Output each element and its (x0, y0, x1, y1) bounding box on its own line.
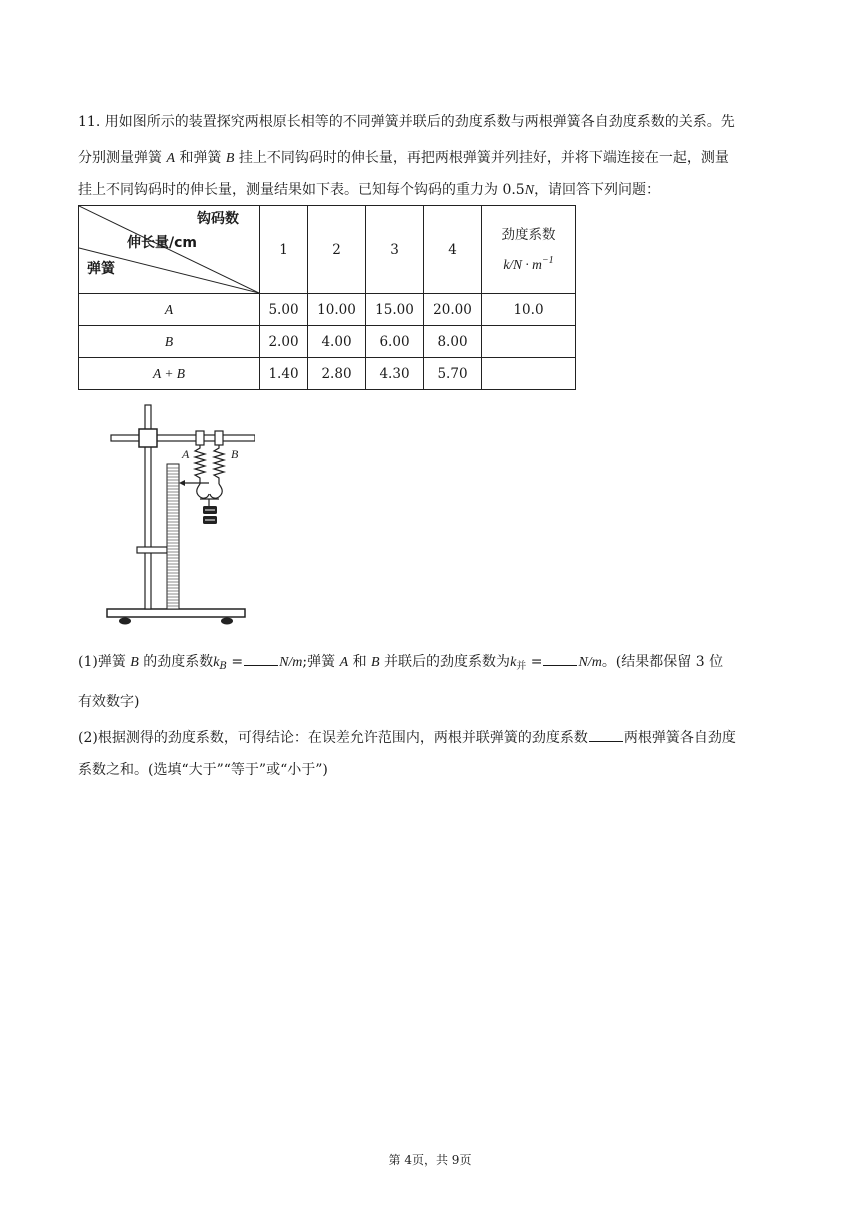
question-line-1: 11. 用如图所示的装置探究两根原长相等的不同弹簧并联后的劲度系数与两根弹簧各自劲度系数的关系。先 (78, 114, 735, 130)
col-header-2: 2 (308, 206, 366, 294)
col-header-4: 4 (424, 206, 482, 294)
data-table (78, 205, 576, 390)
corner-label-spring: 弹簧 (87, 261, 115, 277)
corner-label-extension: 伸长量/cm (127, 235, 197, 251)
hook-b (210, 484, 222, 498)
table-row (79, 294, 576, 326)
cell: 8.00 (424, 326, 482, 358)
cell: 4.30 (366, 358, 424, 390)
page-footer: 第 4页，共 9页 (388, 1153, 472, 1167)
question-line-2: 分别测量弹簧 A 和弹簧 B 挂上不同钩码时的伸长量，再把两根弹簧并列挂好，并将下端连接在一起，测量 (78, 150, 729, 166)
part2-line-2: 系数之和。(选填“大于”“等于”或“小于”) (78, 762, 328, 778)
cell: 5.00 (260, 294, 308, 326)
table-corner-header (79, 206, 260, 294)
part1-line-1: (1)弹簧 B 的劲度系数$k_B = N/m$;弹簧 A 和 B 并联后的劲度系数为$k_并 = N/m$。(结果都保留 3 位 (78, 651, 723, 677)
base-foot (119, 618, 131, 625)
answer-blank-kbing[interactable] (543, 651, 577, 666)
col-header-1: 1 (260, 206, 308, 294)
k-header-title: 劲度系数 (501, 226, 556, 243)
part1-line-2: 有效数字) (78, 694, 140, 710)
part2-line-1: (2)根据测得的劲度系数，可得结论：在误差允许范围内，两根并联弹簧的劲度系数 两根弹簧各自劲度 (78, 727, 736, 748)
row-label: A + B (79, 358, 260, 390)
hook-a (197, 484, 209, 498)
cell: 4.00 (308, 326, 366, 358)
cell: 10.00 (308, 294, 366, 326)
cell: 15.00 (366, 294, 424, 326)
cross-bar (111, 435, 255, 441)
lower-clamp (137, 547, 167, 553)
cell: 5.70 (424, 358, 482, 390)
row-label: B (79, 326, 260, 358)
table-row (79, 358, 576, 390)
spring-apparatus-figure (105, 400, 255, 628)
question-line-3: 挂上不同钩码时的伸长量，测量结果如下表。已知每个钩码的重力为 0.5N，请回答下列问题： (78, 182, 661, 198)
cell: 2.00 (260, 326, 308, 358)
spring-b (214, 445, 224, 484)
col-header-3: 3 (366, 206, 424, 294)
cell: 20.00 (424, 294, 482, 326)
cell-k (482, 326, 576, 358)
pointer-arrow-icon (179, 480, 185, 486)
spring-label-a: A (182, 447, 190, 461)
ruler-ticks (167, 468, 179, 606)
spring-hanger-b (215, 431, 223, 445)
k-header-unit: $k/N \cdot m^{-1}$ (503, 254, 554, 272)
corner-label-count: 钩码数 (197, 211, 239, 227)
cell: 1.40 (260, 358, 308, 390)
spring-a (195, 445, 205, 484)
spring-hanger-a (196, 431, 204, 445)
base-foot (221, 618, 233, 625)
clamp (139, 429, 157, 447)
base-plate (107, 609, 245, 617)
answer-blank-compare[interactable] (589, 727, 623, 742)
cell-k (482, 358, 576, 390)
answer-blank-kb[interactable] (244, 651, 278, 666)
table-row (79, 326, 576, 358)
col-header-k (482, 206, 576, 294)
cell: 2.80 (308, 358, 366, 390)
spring-label-b: B (231, 447, 239, 461)
row-label: A (79, 294, 260, 326)
cell-k: 10.0 (482, 294, 576, 326)
cell: 6.00 (366, 326, 424, 358)
